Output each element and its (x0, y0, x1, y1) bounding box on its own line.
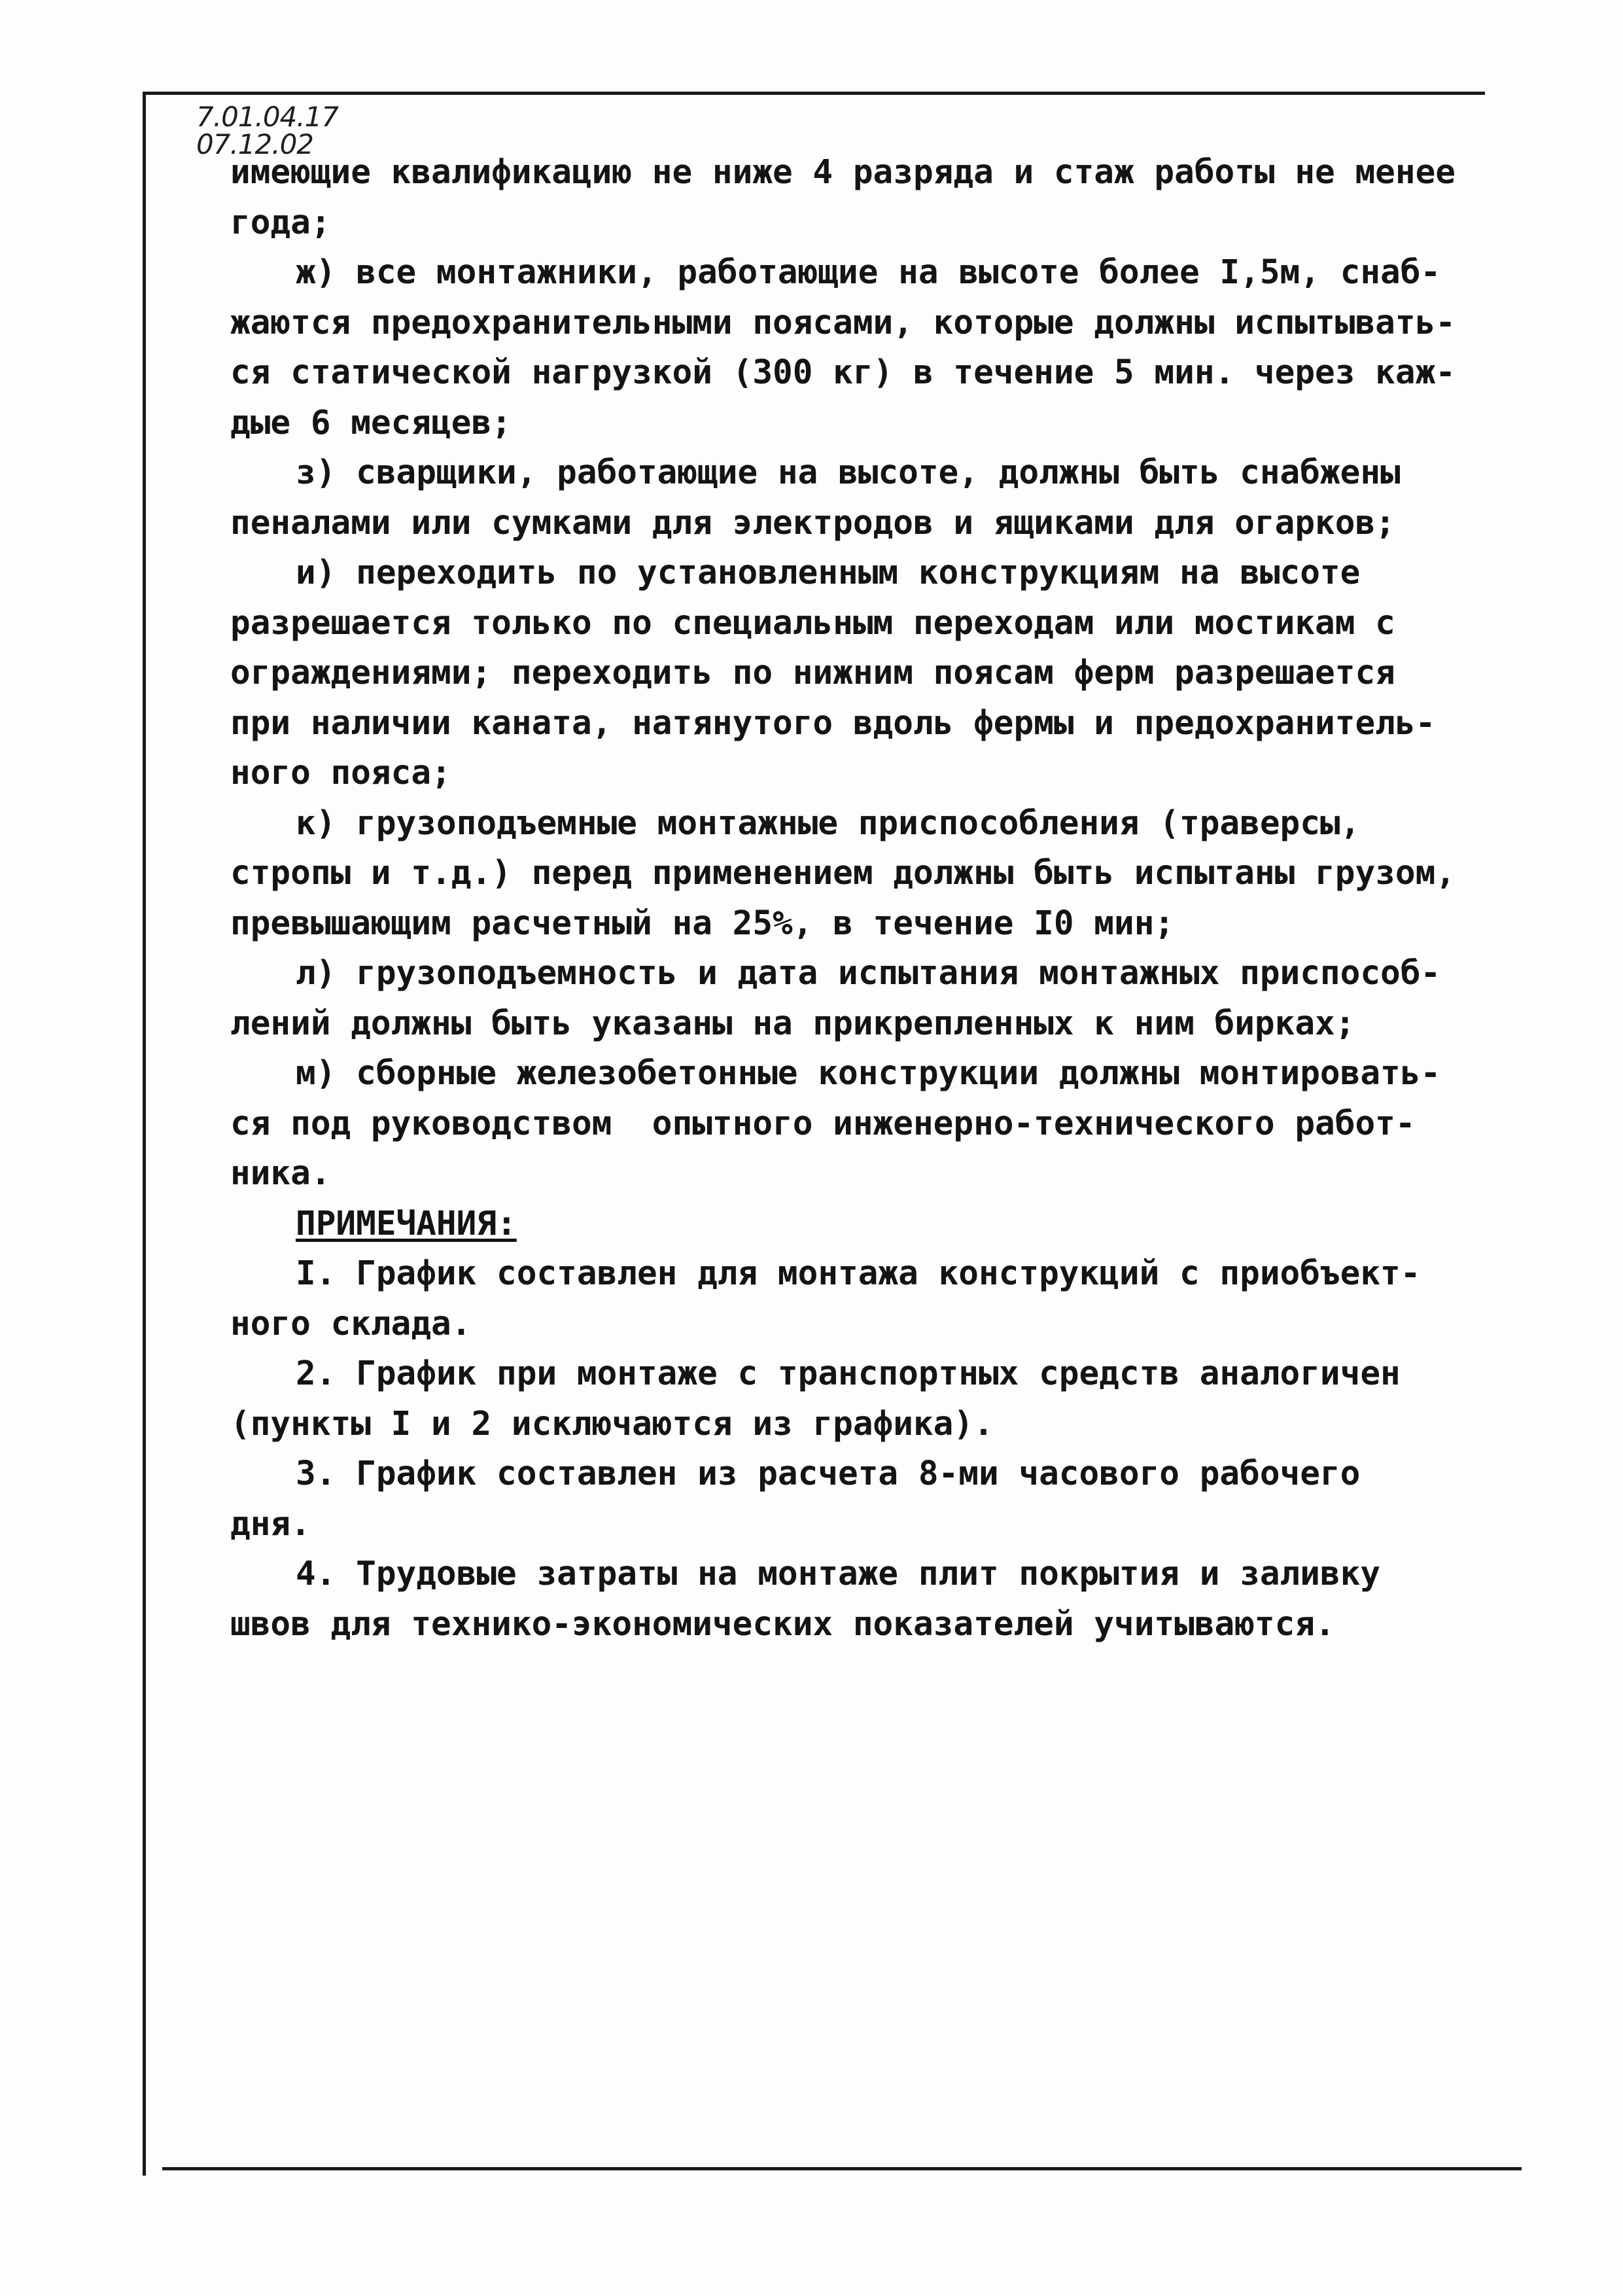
text-line: ника. (230, 1154, 331, 1193)
text-line: к) грузоподъемные монтажные приспособления (траверсы, (296, 804, 1361, 843)
frame-bottom-border (162, 2167, 1522, 2170)
note-item: 3. График составлен из расчета 8-ми часового рабочего (296, 1455, 1361, 1493)
frame-top-border (143, 92, 1485, 95)
text-line: з) сварщики, работающие на высоте, должны быть снабжены (296, 453, 1401, 492)
text-line: ся статической нагрузкой (300 кг) в течение 5 мин. через каж- (230, 353, 1456, 392)
text-line: дые 6 месяцев; (230, 403, 512, 442)
text-line: лений должны быть указаны на прикрепленных к ним бирках; (230, 1004, 1355, 1043)
text-line: разрешается только по специальным переходам или мостикам с (230, 603, 1395, 643)
text-line: ного пояса; (230, 754, 451, 792)
document-code-line-1: 7.01.04.17 (196, 101, 339, 133)
text-line: л) грузоподъемность и дата испытания монтажных приспособ- (296, 954, 1441, 993)
text-line: при наличии каната, натянутого вдоль фермы и предохранитель- (230, 703, 1436, 743)
text-line: м) сборные железобетонные конструкции должны монтировать- (296, 1054, 1441, 1093)
frame-left-border (143, 92, 146, 2176)
document-body (230, 148, 1481, 1650)
text-line: швов для технико-экономических показателей учитываются. (230, 1604, 1335, 1644)
note-item: 2. График при монтаже с транспортных средств аналогичен (296, 1354, 1401, 1393)
text-line: и) переходить по установленным конструкциям на высоте (296, 554, 1361, 592)
text-line: превышающим расчетный на 25%, в течение I0 мин; (230, 904, 1175, 943)
text-line: имеющие квалификацию не ниже 4 разряда и стаж работы не менее (230, 153, 1456, 192)
text-line: ограждениями; переходить по нижним поясам ферм разрешается (230, 654, 1395, 692)
text-line: (пункты I и 2 исключаются из графика). (230, 1404, 994, 1443)
text-line: ся под руководством опытного инженерно-технического работ- (230, 1104, 1416, 1143)
text-line: ного склада. (230, 1304, 472, 1343)
text-line: дня. (230, 1504, 311, 1544)
document-code-line-2: 07.12.02 (196, 128, 314, 160)
note-item: I. График составлен для монтажа конструкций с приобъект- (296, 1254, 1421, 1293)
text-line: ж) все монтажники, работающие на высоте более I,5м, снаб- (296, 253, 1441, 292)
text-line: стропы и т.д.) перед применением должны быть испытаны грузом, (230, 854, 1456, 892)
text-line: жаются предохранительными поясами, которые должны испытывать- (230, 303, 1456, 342)
notes-heading: ПРИМЕЧАНИЯ: (296, 1204, 517, 1243)
text-line: пеналами или сумками для электродов и ящиками для огарков; (230, 503, 1395, 542)
note-item: 4. Трудовые затраты на монтаже плит покрытия и заливку (296, 1555, 1381, 1593)
text-line: года; (230, 203, 331, 242)
